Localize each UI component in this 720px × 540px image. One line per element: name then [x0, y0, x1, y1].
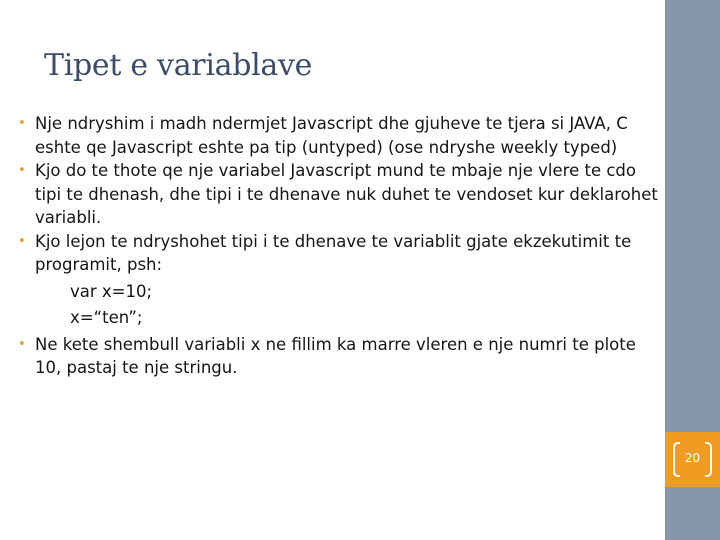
bullet-icon: • [18, 233, 26, 249]
bullet-icon: • [18, 336, 26, 352]
slide-title: Tipet e variablave [44, 48, 313, 83]
right-bracket-icon [705, 442, 712, 477]
bullet-text-3: Kjo lejon te ndryshohet tipi i te dhenave te variablit gjate ekzekutimit te programit, psh: [35, 231, 632, 274]
bullet-item-1 [18, 112, 658, 159]
bullet-list [18, 112, 658, 380]
bullet-icon: • [18, 163, 26, 178]
bullet-text-1: Nje ndryshim i madh ndermjet Javascript dhe gjuheve te tjera si JAVA, C eshte qe Javascript eshte pa tip (untyped) (ose ndryshe weekly typed) [35, 114, 628, 157]
bullet-item-2 [18, 159, 658, 230]
page-number-badge [665, 432, 720, 487]
bullet-icon: • [18, 116, 26, 131]
bullet-text-4: Ne kete shembull variabli x ne fillim ka marre vleren e nje numri te plote 10, pastaj te nje stringu. [35, 334, 636, 377]
bullet-item-3 [18, 230, 658, 277]
page-number: 20 [684, 451, 701, 465]
code-line-1: var x=10; [70, 281, 153, 301]
bullet-text-2: Kjo do te thote qe nje variabel Javascript mund te mbaje nje vlere te cdo tipi te dhenash, dhe tipi i te dhenave nuk duhet te vendoset kur deklarohet variabli. [35, 161, 658, 227]
code-line-2: x=“ten”; [70, 308, 143, 327]
bullet-item-4 [18, 333, 658, 380]
